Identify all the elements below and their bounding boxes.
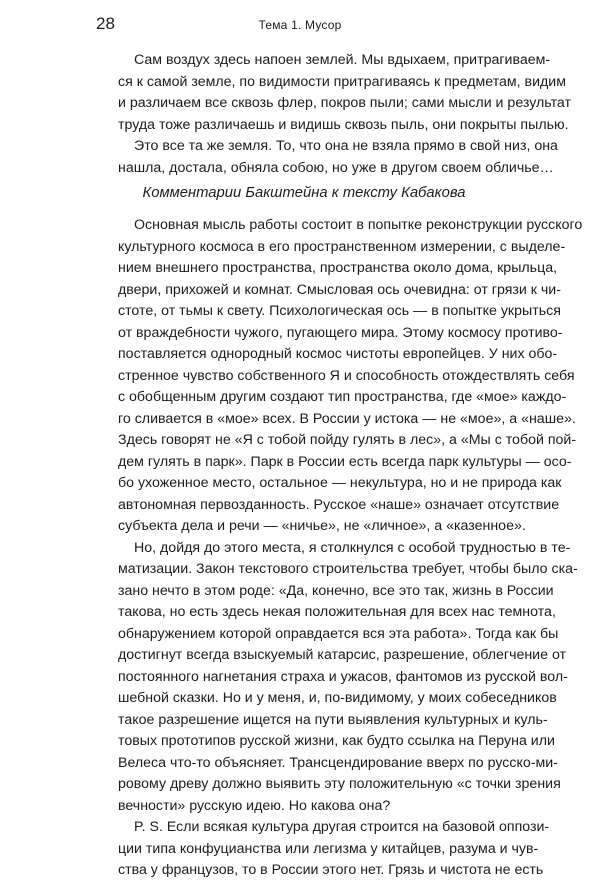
text-line: зано нечто в этом роде: «Да, конечно, все это так, жизнь в России — [118, 582, 554, 599]
text-line: достигнут всегда взыскуемый катарсис, разрешение, облегчение от — [118, 647, 567, 663]
text-line: ся к самой земле, по видимости притрагиваясь к предметам, видим — [118, 73, 566, 90]
text-line: бо ухоженное место, остальное — некультура, но и не природа как — [118, 475, 562, 491]
text-line: нашла, достала, обняла собою, но уже в другом своем обличье… — [118, 159, 554, 176]
text-line: Это все та же земля. То, что она не взяла прямо в свой низ, она — [134, 138, 558, 154]
text-line: нием внешнего пространства, пространства около дома, крыльца, — [118, 260, 558, 276]
quote-block — [118, 50, 571, 179]
text-line: стоте, от тьмы к свету. Психологическая ось — в попытке укрыться — [118, 303, 561, 319]
text-line: Сам воздух здесь напоен землей. Мы вдыхаем, притрагиваем- — [134, 52, 551, 68]
text-line: шебной сказки. Но и у меня, и, по-видимому, у моих собеседников — [118, 690, 557, 706]
text-line: и различаем все сквозь флер, покров пыли; сами мысли и результат — [118, 95, 571, 111]
text-line: от враждебности чужого, пугающего мира. Этому космосу противо- — [118, 324, 563, 341]
text-line: Основная мысль работы состоит в попытке реконструкции русского — [134, 217, 583, 233]
text-line: Велеса что-то объясняет. Трансцендирование вверх по русско-ми- — [118, 754, 558, 771]
text-line: двери, прихожей и комнат. Смысловая ось очевидна: от грязи к чи- — [118, 281, 561, 298]
text-line: такова, но есть здесь некая положительная для всех нас темнота, — [118, 604, 556, 620]
page-number: 28 — [96, 14, 115, 33]
text-line: субъекта дела и речи — «ничье», не «личное», а «казенное». — [118, 518, 526, 534]
text-line: с обобщенным другим создают тип пространства, где «мое» каждо- — [118, 389, 567, 405]
text-line: вечности» русскую идею. Но какова она? — [118, 797, 391, 814]
text-line: постоянного нагнетания страха и ужасов, фантомов из русской вол- — [118, 668, 568, 685]
text-line: P. S. Если всякая культура другая строится на базовой оппози- — [134, 819, 550, 835]
text-line: матизации. Закон текстового строительства требует, чтобы было ска- — [118, 561, 578, 577]
text-line: культурного космоса в его пространственном измерении, с выделе- — [118, 238, 566, 255]
text-line: ции типа конфуцианства или легизма у китайцев, разума и чув- — [118, 840, 539, 857]
text-line: Здесь говорят не «Я с тобой пойду гулять в лес», а «Мы с тобой пой- — [118, 432, 577, 448]
text-line: дем гулять в парк». Парк в России есть всегда парк культуры — осо- — [118, 453, 572, 470]
text-line: ровому древу должно выявить эту положительную «с точки зрения — [118, 776, 561, 792]
text-line: поставляется однородный космос чистоты европейцев. У них обо- — [118, 346, 558, 362]
text-line: такое разрешение ищется на пути выявления культурных и куль- — [118, 711, 548, 728]
running-head: Тема 1. Мусор — [258, 18, 342, 32]
text-line: труда тоже различаешь и видишь сквозь пыль, они покрыты пылью. — [118, 116, 569, 133]
text-line: Но, дойдя до этого места, я столкнулся с особой трудностью в те- — [134, 539, 571, 556]
text-line: товых прототипов русской жизни, как будто ссылка на Перуна или — [118, 733, 555, 749]
text-line: обнаружением которой оправдается вся эта работа». Тогда как бы — [118, 625, 559, 642]
body-text — [118, 215, 583, 882]
text-line: го сливается в «мое» всех. В России у истока — не «мое», а «наше». — [118, 410, 576, 427]
text-line: автономная первозданность. Русское «наше» означает отсутствие — [118, 496, 560, 513]
text-line: ства у французов, то в России этого нет. Грязь и чистота не есть — [118, 862, 544, 878]
text-line: стренное чувство собственного Я и способность отождествлять себя — [118, 367, 575, 384]
section-title: Комментарии Бакштейна к тексту Кабакова — [142, 185, 466, 201]
